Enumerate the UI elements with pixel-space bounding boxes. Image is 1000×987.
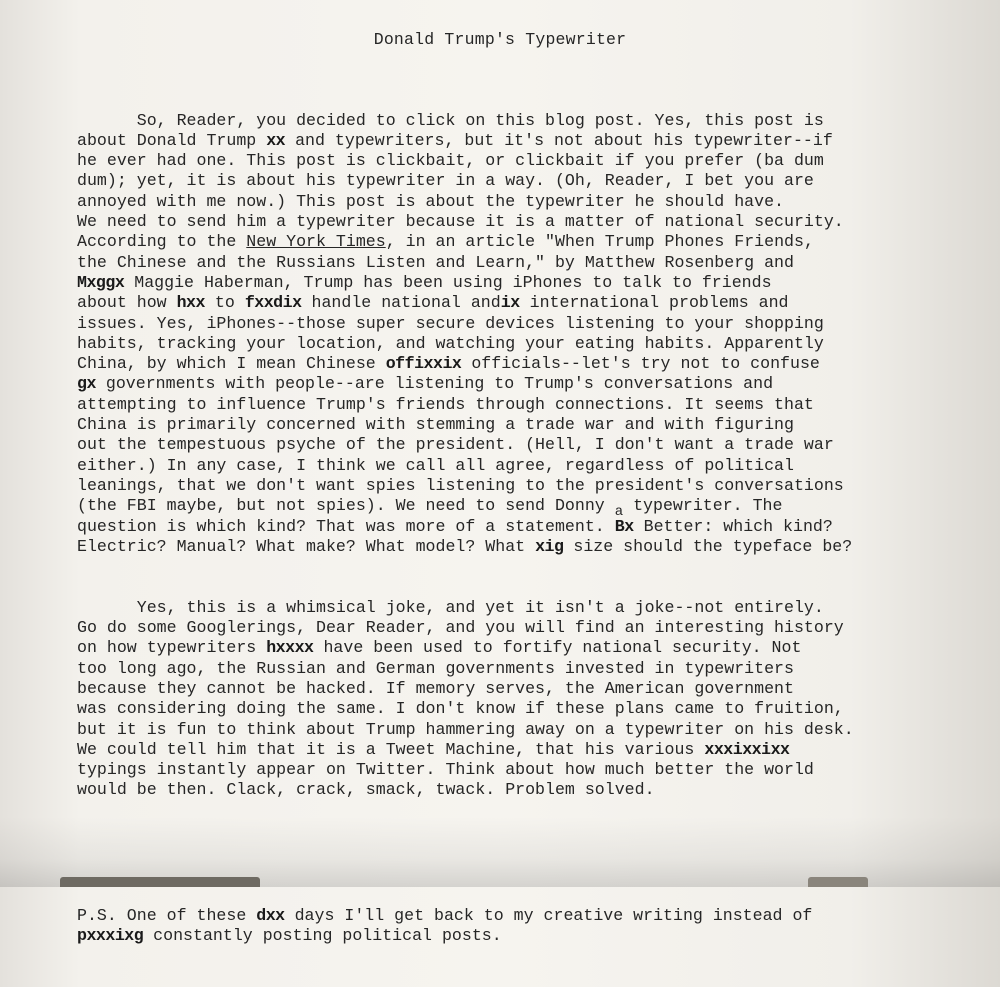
text-line <box>77 699 977 719</box>
text-line <box>77 253 977 273</box>
text-line <box>77 415 977 435</box>
text-run: about Donald Trump <box>77 130 267 150</box>
text-line <box>77 517 977 537</box>
text-run: and typewriters, but it's not about his typewriter--if <box>285 130 833 150</box>
text-line <box>77 171 977 191</box>
text-run: would be then. Clack, crack, smack, twack. Problem solved. <box>77 780 655 800</box>
text-line <box>77 293 977 313</box>
text-run: Maggie Haberman, Trump has been using iPhones to talk to friends <box>124 272 772 292</box>
text-line <box>77 720 977 740</box>
text-line <box>77 212 977 232</box>
text-line <box>77 926 977 946</box>
text-line <box>77 354 977 374</box>
struck-out-text: hxxxx <box>266 638 314 658</box>
text-run: So, Reader, you decided to click on this blog post. Yes, this post is <box>77 110 824 130</box>
text-run: habits, tracking your location, and watching your eating habits. Apparently <box>77 333 824 353</box>
text-run: (the FBI maybe, but not spies). We need to send Donny <box>77 496 615 516</box>
text-run: attempting to influence Trump's friends through connections. It seems that <box>77 394 814 414</box>
lowered-letter: a <box>614 504 624 521</box>
text-run: annoyed with me now.) This post is about the typewriter he should have. <box>77 191 785 211</box>
text-run: We need to send him a typewriter because it is a matter of national security. <box>77 212 844 232</box>
text-line <box>77 760 977 780</box>
text-run: he ever had one. This post is clickbait, or clickbait if you prefer (ba dum <box>77 151 824 171</box>
text-run: China is primarily concerned with stemming a trade war and with figuring <box>77 415 794 435</box>
text-line <box>77 131 977 151</box>
text-line <box>77 232 977 252</box>
text-line <box>77 740 977 760</box>
struck-out-text: offixxix <box>385 354 462 374</box>
text-run: officials--let's try not to confuse <box>461 354 820 374</box>
text-run: Electric? Manual? What make? What model? What <box>77 536 536 556</box>
text-run: According to the <box>77 232 247 252</box>
text-run: , in an article "When Trump Phones Friends, <box>385 232 814 252</box>
text-line <box>77 395 977 415</box>
text-run: leanings, that we don't want spies listening to the president's conversations <box>77 475 844 495</box>
text-run: the Chinese and the Russians Listen and Learn," by Matthew Rosenberg and <box>77 252 794 272</box>
text-line <box>77 273 977 293</box>
text-line <box>77 679 977 699</box>
paragraph-1 <box>77 111 977 558</box>
struck-out-text: gx <box>77 374 96 394</box>
text-run: but it is fun to think about Trump hammering away on a typewriter on his desk. <box>77 719 854 739</box>
text-run: typewriter. The <box>623 496 783 516</box>
paragraph-2 <box>77 598 977 801</box>
struck-out-text: Mxggx <box>77 272 125 292</box>
text-run: Go do some Googlerings, Dear Reader, and you will find an interesting history <box>77 618 844 638</box>
text-run: either.) In any case, I think we call all agree, regardless of political <box>77 455 794 475</box>
text-run: Yes, this is a whimsical joke, and yet it isn't a joke--not entirely. <box>77 597 824 617</box>
text-run: to <box>204 293 245 313</box>
typewriter-paper-guide-left <box>60 877 260 887</box>
text-line <box>77 780 977 800</box>
text-run: We could tell him that it is a Tweet Machine, that his various <box>77 739 705 759</box>
text-run: days I'll get back to my creative writing instead of <box>284 905 813 925</box>
text-line <box>77 151 977 171</box>
struck-out-text: xxxixxixx <box>704 739 790 759</box>
text-run: handle national and <box>301 293 501 313</box>
text-run: was considering doing the same. I don't know if these plans came to fruition, <box>77 699 844 719</box>
struck-out-text: ix <box>500 293 520 313</box>
text-line <box>77 435 977 455</box>
struck-out-text: xig <box>535 536 564 556</box>
struck-out-text: dxx <box>256 905 285 925</box>
text-run: out the tempestuous psyche of the president. (Hell, I don't want a trade war <box>77 435 834 455</box>
struck-out-text: xx <box>266 130 286 150</box>
text-line <box>77 476 977 496</box>
text-run: international problems and <box>519 293 789 313</box>
struck-out-text: pxxxixg <box>77 926 144 946</box>
underlined-title: New York Times <box>246 232 386 252</box>
text-line <box>77 618 977 638</box>
text-line <box>77 314 977 334</box>
text-run: Better: which kind? <box>633 516 833 536</box>
text-line <box>77 906 977 926</box>
struck-out-text: fxxdix <box>244 293 302 313</box>
text-run: P.S. One of these <box>77 905 257 925</box>
text-run: typings instantly appear on Twitter. Think about how much better the world <box>77 760 814 780</box>
text-line <box>77 456 977 476</box>
text-line <box>77 659 977 679</box>
text-run: on how typewriters <box>77 638 267 658</box>
text-run: dum); yet, it is about his typewriter in a way. (Oh, Reader, I bet you are <box>77 171 814 191</box>
text-line <box>77 598 977 618</box>
text-run: issues. Yes, iPhones--those super secure devices listening to your shopping <box>77 313 824 333</box>
text-run: size should the typeface be? <box>563 536 853 556</box>
text-line <box>77 111 977 131</box>
text-run: constantly posting political posts. <box>143 926 502 946</box>
text-line <box>77 334 977 354</box>
text-run: about how <box>77 293 177 313</box>
text-line <box>77 496 977 521</box>
postscript <box>77 906 977 947</box>
text-run: have been used to fortify national security. Not <box>313 638 802 658</box>
text-run: question is which kind? That was more of a statement. <box>77 516 615 536</box>
text-line <box>77 638 977 658</box>
text-line <box>77 192 977 212</box>
text-run: governments with people--are listening to Trump's conversations and <box>95 374 774 394</box>
struck-out-text: Bx <box>614 516 634 536</box>
struck-out-text: hxx <box>176 293 205 313</box>
page-title: Donald Trump's Typewriter <box>373 30 627 49</box>
text-line <box>77 374 977 394</box>
text-line <box>77 537 977 557</box>
text-run: because they cannot be hacked. If memory serves, the American government <box>77 678 794 698</box>
text-run: too long ago, the Russian and German governments invested in typewriters <box>77 658 794 678</box>
text-run: China, by which I mean Chinese <box>77 354 386 374</box>
typewriter-paper-guide-right <box>808 877 868 887</box>
